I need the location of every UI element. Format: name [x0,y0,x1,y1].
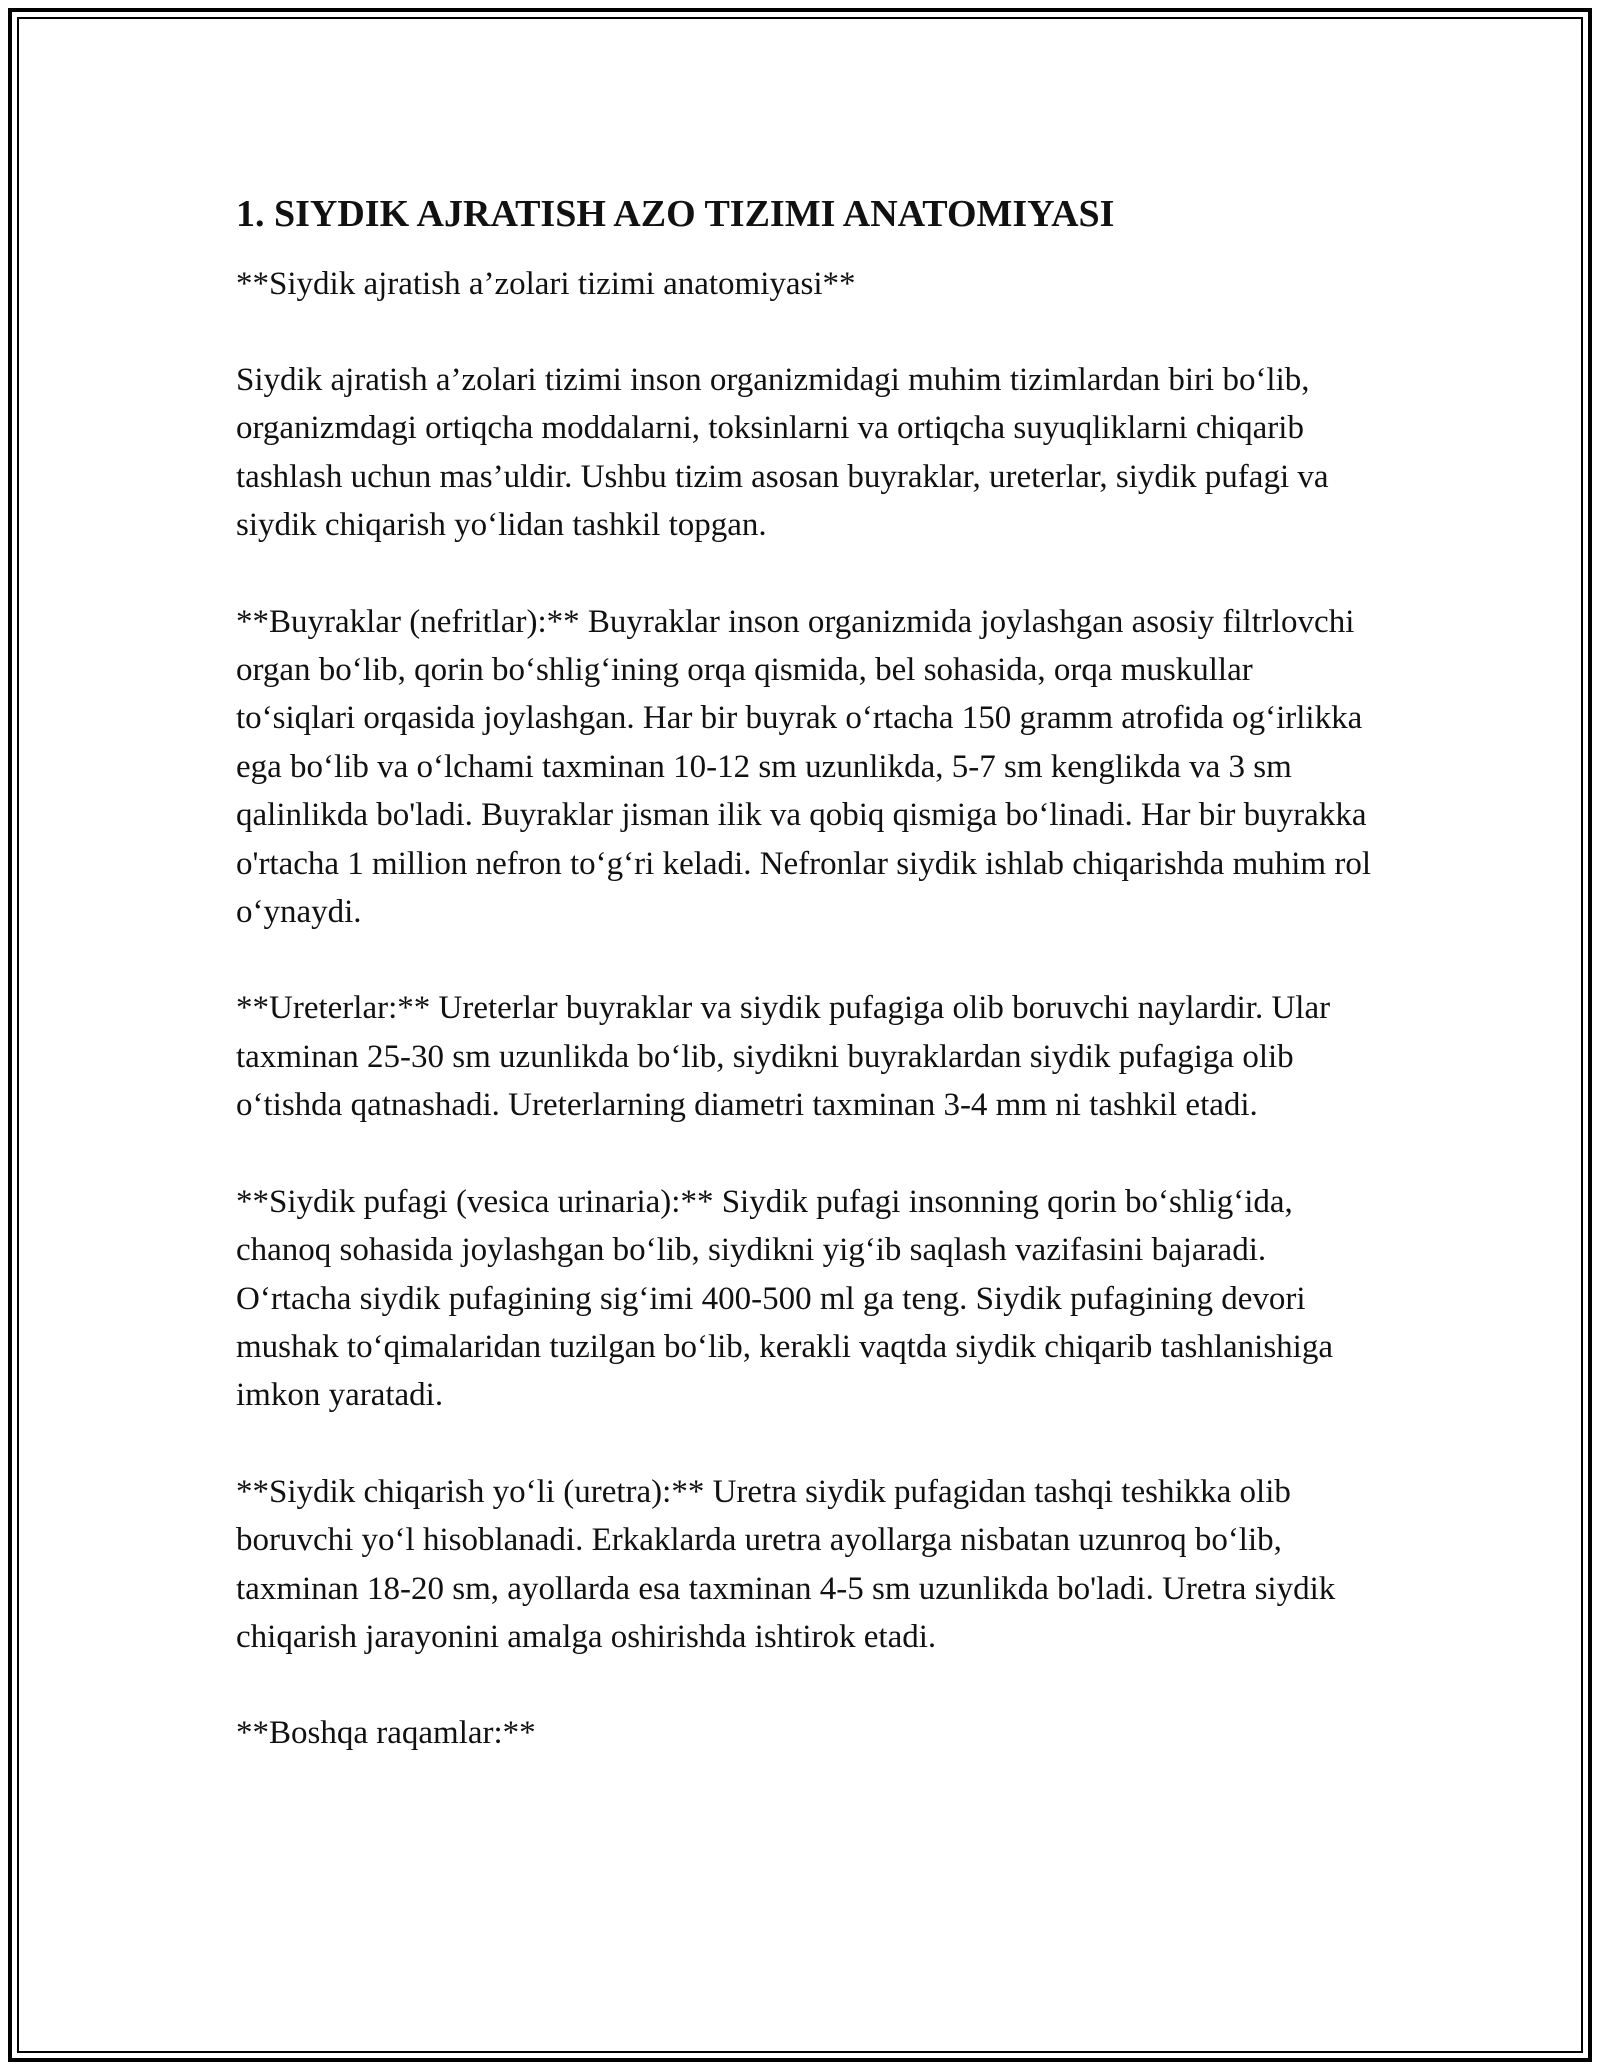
page-title: 1. SIYDIK AJRATISH AZO TIZIMI ANATOMIYASI [236,193,1115,235]
paragraph-intro: Siydik ajratish a’zolari tizimi inson organizmidagi muhim tizimlardan biri bo‘lib, organizmdagi ortiqcha moddalarni, toksinlarni va ortiqcha suyuqliklarni chiqarib tashlash uchun mas’uldir. Ushbu tizim asosan buyraklar, ureterlar, siydik pufagi va siydik chiqarish yo‘lidan tashkil topgan. [236,362,1329,544]
document-body [236,186,1376,1758]
paragraph-ureters: **Ureterlar:** Ureterlar buyraklar va siydik pufagiga olib boruvchi naylardir. Ular taxminan 25-30 sm uzunlikda bo‘lib, siydikni buyraklardan siydik pufagiga olib o‘tishda qatnashadi. Ureterlarning diametri taxminan 3-4 mm ni tashkil etadi. [236,990,1331,1124]
paragraph-urethra: **Siydik chiqarish yo‘li (uretra):** Uretra siydik pufagidan tashqi teshikka olib boruvchi yo‘l hisoblanadi. Erkaklarda uretra ayollarga nisbatan uzunroq bo‘lib, taxminan 18-20 sm, ayollarda esa taxminan 4-5 sm uzunlikda bo'ladi. Uretra siydik chiqarish jarayonini amalga oshirishda ishtirok etadi. [236,1473,1336,1655]
paragraph-bladder: **Siydik pufagi (vesica urinaria):** Siydik pufagi insonning qorin bo‘shlig‘ida, chanoq sohasida joylashgan bo‘lib, siydikni yig‘ib saqlash vazifasini bajaradi. O‘rtacha siydik pufagining sig‘imi 400-500 ml ga teng. Siydik pufagining devori mushak to‘qimalaridan tuzilgan bo‘lib, kerakli vaqtda siydik chiqarib tashlanishiga imkon yaratadi. [236,1183,1333,1414]
paragraph-other-figures: **Boshqa raqamlar:** [236,1715,536,1752]
document-subtitle: **Siydik ajratish a’zolari tizimi anatomiyasi** [236,266,856,302]
paragraph-kidneys: **Buyraklar (nefritlar):** Buyraklar inson organizmida joylashgan asosiy filtrlovchi organ bo‘lib, qorin bo‘shlig‘ining orqa qismida, bel sohasida, orqa muskullar to‘siqlari orqasida joylashgan. Har bir buyrak o‘rtacha 150 gramm atrofida og‘irlikka ega bo‘lib va o‘lchami taxminan 10-12 sm uzunlikda, 5-7 sm kenglikda va 3 sm qalinlikda bo'ladi. Buyraklar jisman ilik va qobiq qismiga bo‘linadi. Har bir buyrakka o'rtacha 1 million nefron to‘g‘ri keladi. Nefronlar siydik ishlab chiqarishda muhim rol o‘ynaydi. [236,603,1371,931]
